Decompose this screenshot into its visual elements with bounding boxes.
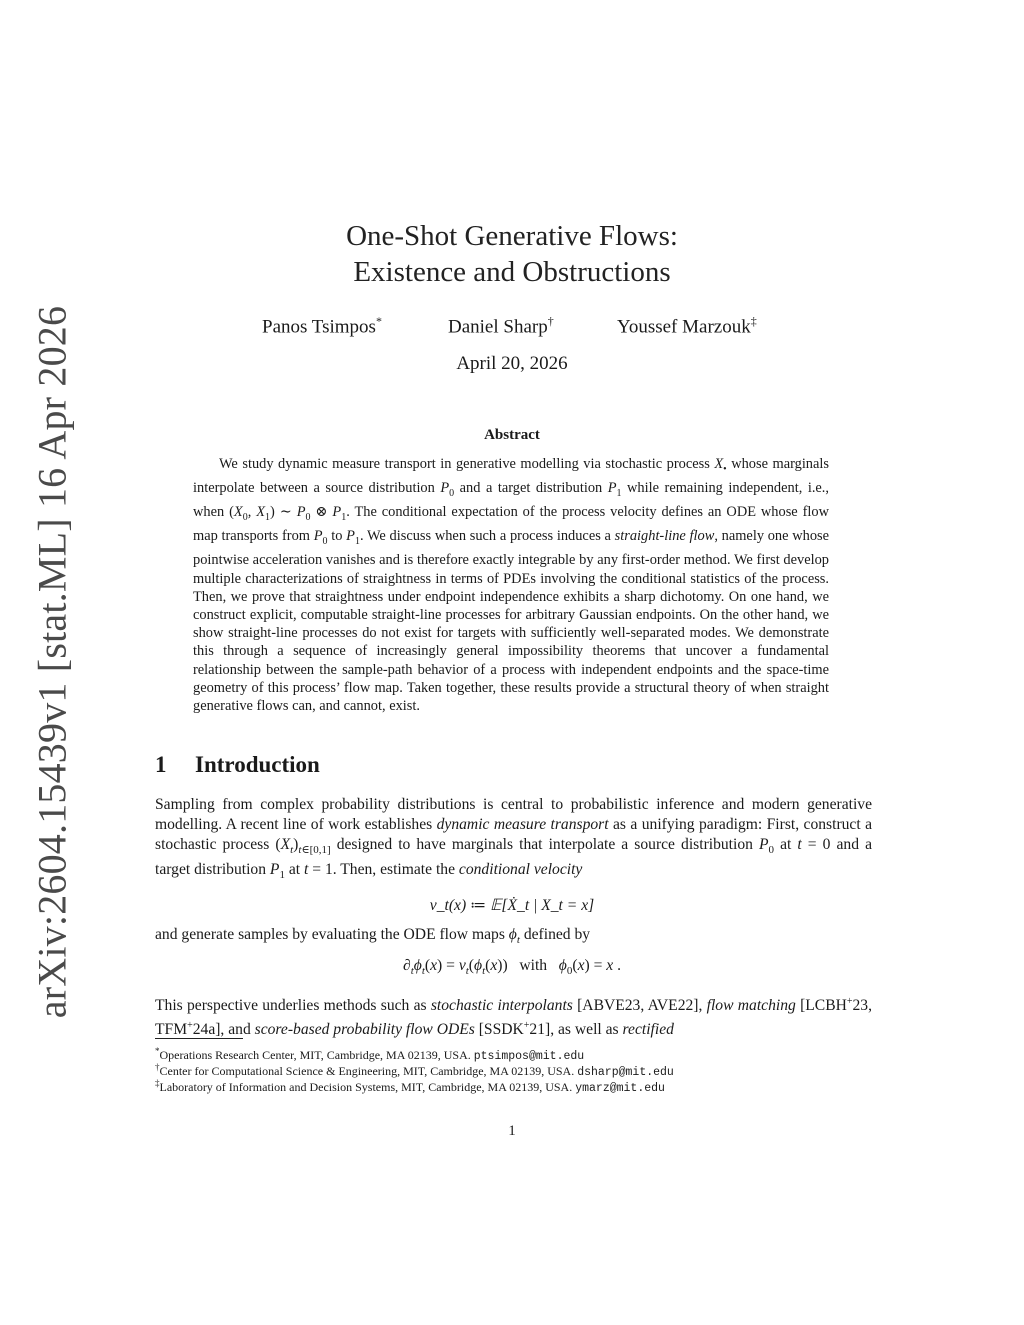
equation-flow-map: $\partial_t\phi_t(x) = v_t(\phi_t(x))$ with $\phi_0(x) = x$ . — [402, 957, 622, 978]
section-heading-introduction: 1 Introduction — [155, 752, 320, 777]
equation-1-text: v_t(x) ≔ 𝔼[Ẋ_t | X_t = x] — [429, 897, 595, 914]
footnote-3: ‡Laboratory of Information and Decision Systems, MIT, Cambridge, MA 02139, USA. ymarz@mit.edu — [155, 1078, 665, 1095]
footnote-2-email: dsharp@mit.edu — [577, 1066, 674, 1079]
intro-paragraph-2: and generate samples by evaluating the ODE flow maps $\phi_t$ defined by — [155, 926, 591, 947]
footnote-1-email: ptsimpos@mit.edu — [473, 1050, 585, 1063]
footnote-rule — [155, 1038, 243, 1039]
paper-title-line-1: One-Shot Generative Flows: — [346, 220, 678, 252]
footnote-3-email: ymarz@mit.edu — [575, 1082, 665, 1095]
paper-date: April 20, 2026 — [456, 353, 568, 374]
abstract-heading: Abstract — [484, 427, 540, 443]
author-1: Panos Tsimpos* — [262, 314, 382, 338]
intro-paragraph-3: This perspective underlies methods such as stochastic interpolants [ABVE23, AVE22], flow matching [LCBH+23, TFM+24a], and score-based probability flow ODEs [SSDK+21], as well as rectified — [155, 996, 872, 1039]
intro-paragraph-1: Sampling from complex probability distributions is central to probabilistic inference and modern generative modelling. A recent line of work establishes dynamic measure transport as a unifying paradigm: First, construct a stochastic process $(X_t)_{t\in[0,1]}$ designed to have marginals that interpolate a source distribution $P_0$ at t = 0 and a target distribution $P_1$ at t = 1. Then, estimate the conditional velocity — [155, 796, 873, 882]
abstract-body: We study dynamic measure transport in generative modelling via stochastic process $X_•$ whose marginals interpolate between a source distribution $P_0$ and a target distribution $P_1$ while remaining independent, i.e., when ($X_0$, $X_1$) ∼ $P_0$ ⊗ $P_1$. The conditional expectation of the process velocity defines an ODE whose flow map transports from $P_0$ to $P_1$. We discuss when such a process induces a straight-line flow, namely one whose pointwise acceleration vanishes and is therefore exactly integrable by any first-order method. We first develop multiple characterizations of straightness in terms of PDEs involving the conditional statistics of the process. Then, we prove that straightness under endpoint independence exhibits a sharp dichotomy. On one hand, we construct explicit, computable straight-line processes for arbitrary Gaussian endpoints. On the other hand, we show straight-line processes do not exist for targets with sufficiently well-separated modes. We demonstrate this through a sequence of increasingly general impossibility theorems that uncover a fundamental relationship between the sample-path behavior of a process with independent endpoints and the space-time geometry of this process’ flow map. Taken together, these results provide a structural theory of when straight generative flows can, and cannot, exist. — [193, 456, 830, 714]
page-number: 1 — [508, 1123, 516, 1139]
arxiv-identifier: arXiv:2604.15439v1 [stat.ML] 16 Apr 2026 — [29, 305, 75, 1019]
equation-conditional-velocity — [0, 896, 1024, 915]
paper-title-line-2: Existence and Obstructions — [353, 256, 671, 288]
footnote-2: †Center for Computational Science & Engineering, MIT, Cambridge, MA 02139, USA. dsharp@mit.edu — [155, 1062, 674, 1079]
footnote-1: *Operations Research Center, MIT, Cambridge, MA 02139, USA. ptsimpos@mit.edu — [155, 1046, 585, 1063]
author-2: Daniel Sharp† — [448, 314, 554, 338]
author-3: Youssef Marzouk‡ — [617, 314, 757, 338]
